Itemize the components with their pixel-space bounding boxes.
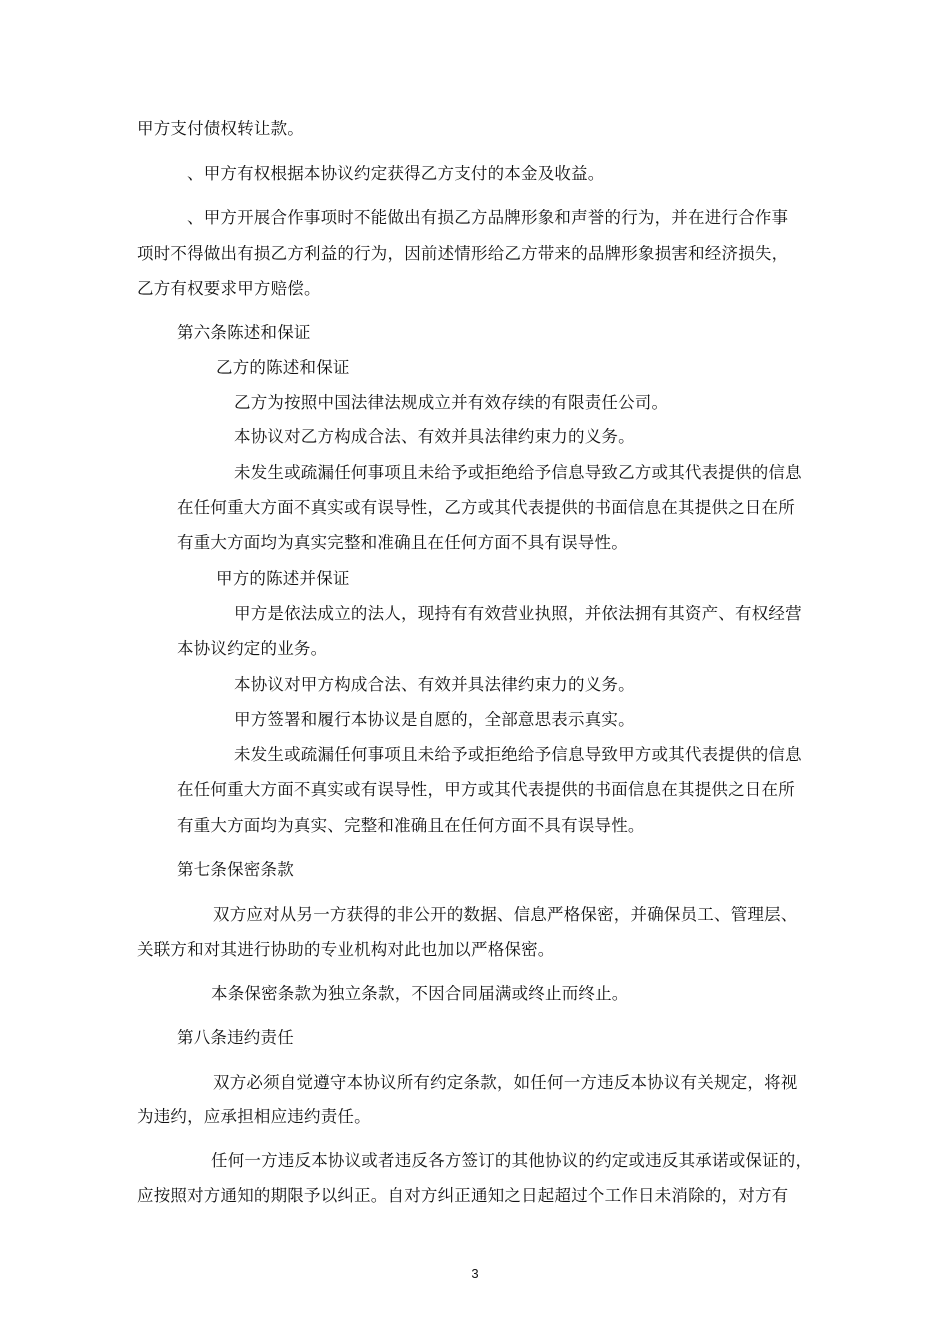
paragraph-line: 甲方签署和履行本协议是自愿的，全部意思表示真实。 — [234, 710, 635, 729]
section-heading: 第六条陈述和保证 — [177, 323, 311, 342]
paragraph-line: 、甲方有权根据本协议约定获得乙方支付的本金及收益。 — [187, 164, 605, 183]
paragraph-line: 未发生或疏漏任何事项且未给予或拒绝给予信息导致甲方或其代表提供的信息 — [234, 745, 802, 764]
paragraph-line: 、甲方开展合作事项时不能做出有损乙方品牌形象和声誉的行为，并在进行合作事 — [187, 208, 789, 227]
paragraph-line: 为违约，应承担相应违约责任。 — [137, 1107, 371, 1126]
paragraph-line: 甲方是依法成立的法人，现持有有效营业执照，并依法拥有其资产、有权经营 — [234, 604, 802, 623]
paragraph-line: 项时不得做出有损乙方利益的行为，因前述情形给乙方带来的品牌形象损害和经济损失， — [137, 244, 789, 263]
paragraph-line: 本协议对甲方构成合法、有效并具法律约束力的义务。 — [234, 675, 635, 694]
paragraph-line: 有重大方面均为真实、完整和准确且在任何方面不具有误导性。 — [177, 816, 645, 835]
page-number: 3 — [471, 1266, 479, 1281]
paragraph-line: 本条保密条款为独立条款，不因合同届满或终止而终止。 — [211, 984, 629, 1003]
paragraph-line: 乙方为按照中国法律法规成立并有效存续的有限责任公司。 — [234, 393, 669, 412]
paragraph-line: 任何一方违反本协议或者违反各方签订的其他协议的约定或违反其承诺或保证的， — [211, 1151, 813, 1170]
paragraph-line: 本协议约定的业务。 — [177, 639, 328, 658]
paragraph-line: 在任何重大方面不真实或有误导性，乙方或其代表提供的书面信息在其提供之日在所 — [177, 498, 795, 517]
paragraph-line: 应按照对方通知的期限予以纠正。自对方纠正通知之日起超过个工作日未消除的，对方有 — [137, 1186, 789, 1205]
paragraph-line: 本协议对乙方构成合法、有效并具法律约束力的义务。 — [234, 427, 635, 446]
paragraph-line: 未发生或疏漏任何事项且未给予或拒绝给予信息导致乙方或其代表提供的信息 — [234, 463, 802, 482]
paragraph-line: 甲方支付债权转让款。 — [137, 119, 304, 138]
subsection-heading: 甲方的陈述并保证 — [216, 569, 350, 588]
paragraph-line: 有重大方面均为真实完整和准确且在任何方面不具有误导性。 — [177, 533, 628, 552]
paragraph-line: 关联方和对其进行协助的专业机构对此也加以严格保密。 — [137, 940, 555, 959]
paragraph-line: 在任何重大方面不真实或有误导性，甲方或其代表提供的书面信息在其提供之日在所 — [177, 780, 795, 799]
paragraph-line: 乙方有权要求甲方赔偿。 — [137, 279, 321, 298]
subsection-heading: 乙方的陈述和保证 — [216, 358, 350, 377]
paragraph-line: 双方应对从另一方获得的非公开的数据、信息严格保密，并确保员工、管理层、 — [213, 905, 798, 924]
paragraph-line: 双方必须自觉遵守本协议所有约定条款，如任何一方违反本协议有关规定，将视 — [213, 1073, 798, 1092]
section-heading: 第七条保密条款 — [177, 860, 294, 879]
section-heading: 第八条违约责任 — [177, 1028, 294, 1047]
